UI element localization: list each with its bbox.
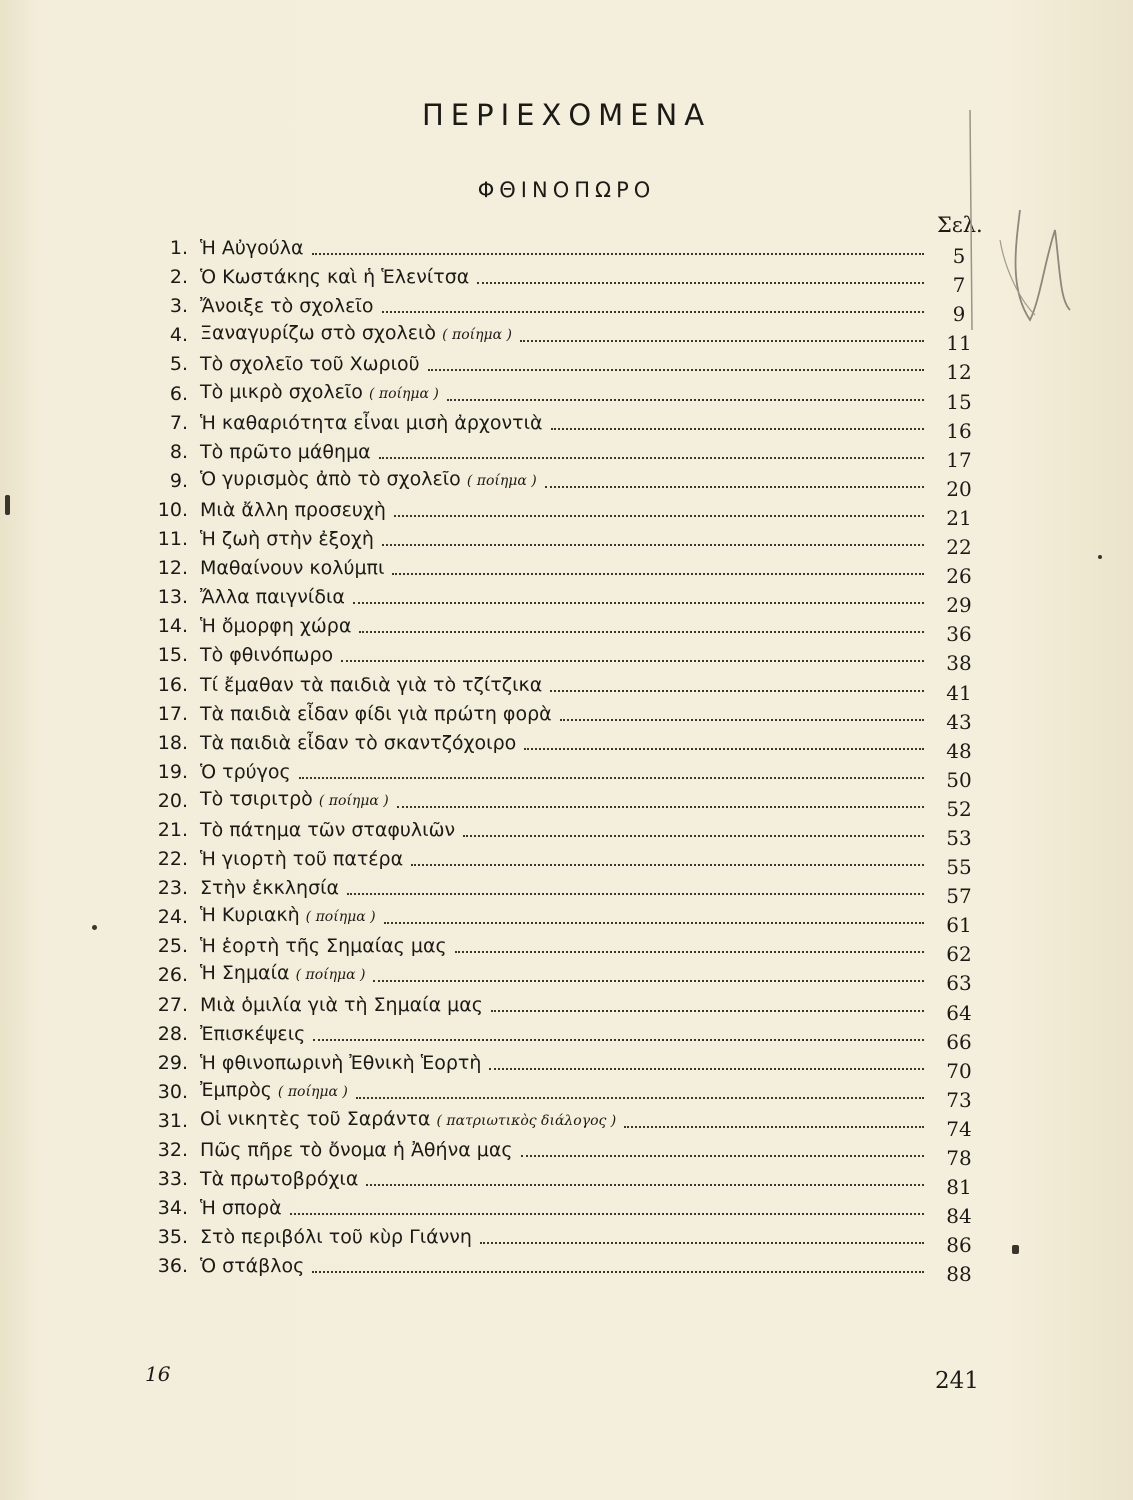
entry-number: 8. bbox=[169, 440, 188, 463]
toc-entry bbox=[150, 1219, 980, 1258]
entry-number: 36. bbox=[157, 1255, 188, 1278]
entry-title-wrap bbox=[200, 1079, 348, 1103]
dot-leader bbox=[455, 949, 924, 953]
entry-page: 5 bbox=[952, 244, 966, 269]
entry-page: 12 bbox=[946, 360, 972, 385]
entry-title: Πῶς πῆρε τὸ ὄνομα ἡ Ἀθήνα μας bbox=[200, 1139, 513, 1161]
entry-page: 41 bbox=[946, 680, 972, 705]
entry-number: 22. bbox=[157, 848, 188, 871]
entry-page: 64 bbox=[946, 1000, 972, 1025]
entry-title: Ὁ γυρισμὸς ἀπὸ τὸ σχολεῖο bbox=[200, 467, 461, 490]
entry-page: 57 bbox=[946, 884, 972, 909]
entry-title: Ἡ ζωὴ στὴν ἐξοχὴ bbox=[200, 528, 374, 551]
toc-entry bbox=[150, 288, 980, 327]
entry-page: 36 bbox=[946, 622, 972, 647]
toc-entry bbox=[150, 783, 980, 821]
toc-entry bbox=[150, 550, 980, 589]
entry-page: 17 bbox=[946, 447, 972, 472]
toc-entry bbox=[150, 1132, 980, 1170]
entry-number: 28. bbox=[157, 1022, 188, 1045]
entry-title-wrap bbox=[200, 788, 389, 812]
entry-title-wrap bbox=[200, 586, 345, 608]
entry-title-wrap bbox=[200, 1197, 282, 1219]
toc-entry bbox=[150, 230, 980, 269]
entry-title: Μαθαίνουν κολύμπι bbox=[200, 557, 385, 580]
entry-title-wrap bbox=[200, 994, 483, 1016]
entry-title: Ἡ Αὐγούλα bbox=[200, 237, 304, 260]
entry-page: 21 bbox=[946, 505, 972, 530]
entry-title: Στὸ περιβόλι τοῦ κὺρ Γιάννη bbox=[200, 1226, 472, 1249]
entry-title-wrap bbox=[200, 1052, 481, 1074]
entry-title: Ὁ στάβλος bbox=[200, 1255, 305, 1278]
entry-note: ( ποίημα ) bbox=[305, 909, 376, 926]
entry-page: 22 bbox=[946, 535, 972, 560]
dot-leader bbox=[356, 1095, 924, 1099]
entry-title: Ἡ Σημαία bbox=[200, 962, 290, 985]
entry-page: 70 bbox=[946, 1058, 972, 1083]
entry-title: Ἡ Κυριακὴ bbox=[200, 904, 300, 927]
entry-title-wrap bbox=[200, 732, 516, 754]
toc-entry bbox=[150, 870, 980, 909]
entry-number: 11. bbox=[157, 528, 188, 551]
entry-number: 23. bbox=[157, 877, 188, 900]
dot-leader bbox=[290, 1211, 924, 1215]
entry-title-wrap bbox=[200, 644, 333, 666]
dot-leader bbox=[312, 1269, 924, 1273]
entry-title: Ἐπισκέψεις bbox=[200, 1022, 306, 1045]
entry-title-wrap bbox=[200, 1023, 305, 1045]
entry-note: ( ποίημα ) bbox=[368, 385, 439, 402]
entry-note: ( πατριωτικὸς διάλογος ) bbox=[436, 1112, 617, 1129]
entry-page: 43 bbox=[946, 709, 972, 734]
entry-title-wrap bbox=[200, 266, 469, 288]
entry-title: Ὁ Κωστάκης καὶ ἡ Ἑλενίτσα bbox=[200, 266, 470, 289]
entry-number: 30. bbox=[157, 1080, 188, 1103]
toc-entry bbox=[150, 1161, 980, 1200]
entry-page: 74 bbox=[946, 1116, 972, 1141]
entry-title: Ξαναγυρίζω στὸ σχολειὸ bbox=[200, 322, 437, 345]
entry-title: Τὰ πρωτοβρόχια bbox=[200, 1168, 359, 1191]
entry-page: 63 bbox=[946, 971, 972, 996]
dot-leader bbox=[392, 571, 924, 575]
entry-title-wrap bbox=[200, 295, 374, 317]
entry-number: 14. bbox=[157, 615, 188, 638]
entry-page: 78 bbox=[946, 1146, 972, 1170]
entry-page: 9 bbox=[952, 302, 966, 327]
entry-title: Τὸ μικρὸ σχολεῖο bbox=[200, 380, 363, 403]
dot-leader bbox=[447, 397, 924, 401]
dot-leader bbox=[428, 367, 924, 371]
dot-leader bbox=[524, 746, 924, 750]
dot-leader bbox=[463, 833, 924, 837]
entry-number: 10. bbox=[157, 498, 188, 521]
toc-entry bbox=[150, 434, 980, 472]
entry-page: 81 bbox=[946, 1175, 972, 1200]
ink-speck bbox=[5, 495, 10, 515]
entry-number: 34. bbox=[157, 1197, 188, 1220]
ink-speck bbox=[1098, 555, 1102, 559]
entry-page: 86 bbox=[946, 1233, 972, 1258]
dot-leader bbox=[550, 688, 924, 692]
entry-title: Τὸ τσιριτρὸ bbox=[200, 787, 313, 810]
entry-page: 7 bbox=[952, 273, 966, 298]
toc-entry bbox=[150, 1074, 980, 1112]
entry-number: 18. bbox=[157, 731, 188, 754]
section-title: ΦΘΙΝΟΠΩΡΟ bbox=[477, 178, 656, 202]
entry-page: 73 bbox=[946, 1087, 972, 1112]
entry-title: Ἡ καθαριότητα εἶναι μισὴ ἀρχοντιὰ bbox=[200, 411, 543, 434]
toc-entry bbox=[150, 841, 980, 880]
toc-entry bbox=[150, 1045, 980, 1083]
entry-number: 3. bbox=[169, 295, 188, 318]
page-column-label: Σελ. bbox=[937, 213, 983, 237]
entry-title-wrap bbox=[200, 935, 447, 957]
entry-title: Ἡ ἑορτὴ τῆς Σημαίας μας bbox=[200, 935, 447, 958]
entry-page: 52 bbox=[946, 796, 972, 821]
entry-note: ( ποίημα ) bbox=[442, 327, 512, 344]
entry-page: 62 bbox=[946, 942, 972, 967]
page-title: ΠΕΡΙΕΧΟΜΕΝΑ bbox=[421, 98, 712, 132]
dot-leader bbox=[411, 862, 924, 866]
entry-number: 7. bbox=[169, 411, 188, 434]
entry-number: 16. bbox=[157, 673, 188, 696]
toc-entry bbox=[150, 579, 980, 618]
dot-leader bbox=[624, 1124, 924, 1128]
entry-title: Τὸ φθινόπωρο bbox=[200, 644, 334, 667]
entry-page: 50 bbox=[946, 767, 972, 792]
entry-title: Μιὰ ὁμιλία γιὰ τὴ Σημαία μας bbox=[200, 993, 483, 1016]
entry-number: 6. bbox=[169, 382, 188, 405]
entry-note: ( ποίημα ) bbox=[277, 1083, 348, 1100]
toc-entry bbox=[150, 725, 980, 763]
entry-number: 32. bbox=[157, 1139, 188, 1161]
entry-title-wrap bbox=[200, 237, 304, 259]
entry-title-wrap bbox=[200, 761, 291, 783]
entry-title-wrap bbox=[200, 819, 455, 841]
toc-entry bbox=[150, 375, 980, 414]
toc-entry bbox=[150, 899, 980, 938]
entry-title-wrap bbox=[200, 1226, 472, 1248]
entry-title-wrap bbox=[200, 1255, 304, 1277]
entry-page: 26 bbox=[946, 564, 972, 589]
entry-number: 12. bbox=[157, 557, 188, 580]
dot-leader bbox=[520, 338, 924, 342]
dot-leader bbox=[382, 542, 924, 546]
dot-leader bbox=[373, 978, 924, 982]
entry-title: Τὰ παιδιὰ εἶδαν τὸ σκαντζόχοιρο bbox=[200, 731, 517, 754]
entry-number: 17. bbox=[157, 702, 188, 725]
entry-title: Ἡ φθινοπωρινὴ Ἐθνικὴ Ἑορτὴ bbox=[200, 1051, 482, 1074]
entry-title-wrap bbox=[200, 674, 542, 696]
dot-leader bbox=[366, 1182, 924, 1186]
dot-leader bbox=[491, 1008, 924, 1012]
entry-number: 25. bbox=[157, 935, 188, 958]
dot-leader bbox=[341, 658, 924, 662]
entry-title: Ἡ ὄμορφη χώρα bbox=[200, 615, 352, 638]
dot-leader bbox=[299, 775, 924, 779]
entry-title: Τί ἔμαθαν τὰ παιδιὰ γιὰ τὸ τζίτζικα bbox=[200, 673, 543, 696]
entry-number: 1. bbox=[169, 237, 188, 260]
entry-title-wrap bbox=[200, 528, 374, 550]
entry-title-wrap bbox=[200, 441, 371, 463]
entry-title: Οἱ νικητὲς τοῦ Σαράντα bbox=[200, 1107, 431, 1130]
entry-number: 35. bbox=[157, 1226, 188, 1249]
entry-number: 13. bbox=[157, 586, 188, 609]
entry-number: 24. bbox=[157, 906, 188, 929]
toc-entry bbox=[150, 521, 980, 560]
entry-number: 15. bbox=[157, 644, 188, 667]
entry-title-wrap bbox=[200, 381, 439, 405]
dot-leader bbox=[313, 1037, 924, 1041]
dot-leader bbox=[551, 426, 924, 430]
toc-entry bbox=[150, 492, 980, 530]
table-of-contents bbox=[150, 230, 980, 1287]
entry-title: Ἐμπρὸς bbox=[200, 1078, 272, 1101]
entry-note: ( ποίημα ) bbox=[318, 792, 389, 809]
dot-leader bbox=[359, 629, 924, 633]
entry-page: 88 bbox=[946, 1262, 972, 1287]
entry-page: 38 bbox=[946, 651, 972, 676]
dot-leader bbox=[394, 513, 924, 517]
entry-title: Τὸ σχολεῖο τοῦ Χωριοῦ bbox=[200, 353, 420, 376]
toc-entry bbox=[150, 754, 980, 792]
footer-page-number-left: 16 bbox=[145, 1362, 171, 1386]
entry-number: 21. bbox=[157, 818, 188, 841]
toc-entry bbox=[150, 1248, 980, 1287]
entry-title-wrap bbox=[200, 904, 376, 928]
entry-page: 15 bbox=[946, 389, 972, 414]
entry-title-wrap bbox=[200, 877, 339, 899]
entry-page: 29 bbox=[946, 593, 972, 618]
dot-leader bbox=[489, 1066, 924, 1070]
dot-leader bbox=[560, 717, 924, 721]
entry-title-wrap bbox=[200, 322, 512, 346]
toc-entry bbox=[150, 1103, 980, 1141]
toc-entry bbox=[150, 957, 980, 996]
entry-page: 53 bbox=[946, 825, 972, 850]
toc-entry bbox=[150, 346, 980, 385]
entry-page: 16 bbox=[946, 418, 972, 443]
entry-number: 20. bbox=[157, 789, 188, 812]
entry-title-wrap bbox=[200, 1168, 358, 1190]
dot-leader bbox=[521, 1153, 924, 1157]
dot-leader bbox=[347, 891, 924, 895]
entry-title-wrap bbox=[200, 468, 537, 492]
entry-number: 4. bbox=[169, 324, 188, 347]
entry-number: 2. bbox=[169, 266, 188, 289]
entry-title-wrap bbox=[200, 499, 386, 521]
toc-entry bbox=[150, 259, 980, 298]
entry-title: Ἄλλα παιγνίδια bbox=[200, 586, 345, 609]
dot-leader bbox=[353, 600, 924, 604]
entry-title: Τὰ παιδιὰ εἶδαν φίδι γιὰ πρώτη φορὰ bbox=[200, 702, 552, 725]
entry-title-wrap bbox=[200, 1108, 616, 1132]
entry-number: 5. bbox=[169, 353, 188, 376]
toc-entry bbox=[150, 463, 980, 501]
dot-leader bbox=[545, 484, 924, 488]
dot-leader bbox=[480, 1240, 924, 1244]
entry-page: 66 bbox=[946, 1029, 972, 1054]
toc-entry bbox=[150, 666, 980, 705]
entry-number: 27. bbox=[157, 993, 188, 1016]
toc-entry bbox=[150, 1016, 980, 1054]
entry-page: 48 bbox=[946, 738, 972, 763]
dot-leader bbox=[477, 280, 924, 284]
toc-entry bbox=[150, 928, 980, 967]
entry-note: ( ποίημα ) bbox=[466, 472, 537, 489]
entry-title-wrap bbox=[200, 848, 403, 870]
entry-title: Τὸ πάτημα τῶν σταφυλιῶν bbox=[200, 818, 456, 841]
toc-entry bbox=[150, 317, 980, 356]
toc-entry bbox=[150, 637, 980, 676]
pencil-scribble-icon bbox=[960, 100, 1090, 360]
entry-title: Τὸ πρῶτο μάθημα bbox=[200, 440, 371, 463]
entry-number: 26. bbox=[157, 964, 188, 987]
entry-title: Ἡ σπορὰ bbox=[200, 1197, 282, 1220]
toc-entry bbox=[150, 608, 980, 647]
entry-title-wrap bbox=[200, 962, 365, 986]
entry-title: Ἡ γιορτὴ τοῦ πατέρα bbox=[200, 848, 404, 871]
ink-speck bbox=[92, 925, 97, 930]
entry-page: 61 bbox=[946, 913, 972, 938]
entry-note: ( ποίημα ) bbox=[295, 967, 366, 984]
dot-leader bbox=[312, 251, 924, 255]
entry-number: 33. bbox=[157, 1168, 188, 1191]
entry-title: Στὴν ἐκκλησία bbox=[200, 877, 340, 900]
entry-title-wrap bbox=[200, 353, 420, 375]
ink-speck bbox=[1012, 1245, 1019, 1254]
toc-entry bbox=[150, 696, 980, 734]
dot-leader bbox=[379, 455, 924, 459]
dot-leader bbox=[384, 920, 924, 924]
toc-entry bbox=[150, 986, 980, 1025]
entry-page: 55 bbox=[946, 855, 972, 880]
entry-title-wrap bbox=[200, 412, 543, 434]
footer-page-number-right: 241 bbox=[935, 1368, 979, 1394]
entry-title: Μιὰ ἄλλη προσευχὴ bbox=[200, 498, 386, 521]
entry-page: 20 bbox=[946, 476, 972, 501]
entry-title-wrap bbox=[200, 557, 384, 579]
entry-title-wrap bbox=[200, 1139, 513, 1161]
entry-title: Ἄνοιξε τὸ σχολεῖο bbox=[200, 295, 374, 318]
toc-entry bbox=[150, 812, 980, 850]
entry-number: 29. bbox=[157, 1051, 188, 1074]
entry-number: 9. bbox=[169, 469, 188, 492]
entry-number: 31. bbox=[157, 1109, 188, 1132]
entry-title-wrap bbox=[200, 703, 552, 725]
toc-entry bbox=[150, 405, 980, 443]
entry-page: 11 bbox=[946, 331, 972, 356]
entry-number: 19. bbox=[157, 760, 188, 783]
dot-leader bbox=[397, 804, 924, 808]
toc-entry bbox=[150, 1190, 980, 1229]
entry-page: 84 bbox=[946, 1204, 972, 1229]
entry-title-wrap bbox=[200, 615, 351, 637]
dot-leader bbox=[382, 309, 925, 313]
entry-title: Ὁ τρύγος bbox=[200, 760, 291, 783]
